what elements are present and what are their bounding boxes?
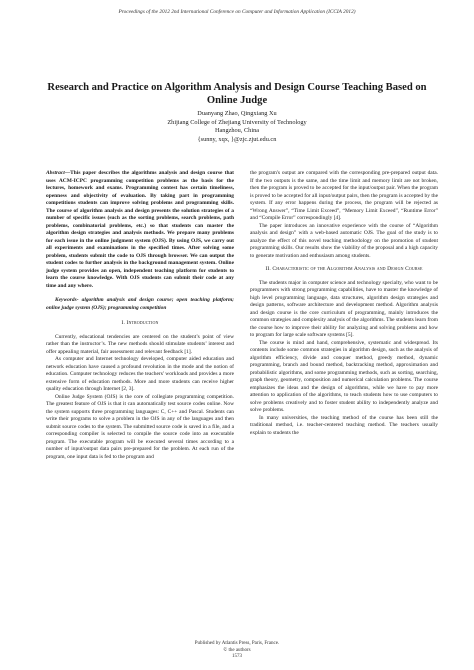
paragraph: The paper introduces an innovative experience with the course of “Algorithm analysis and design” with a web-based automatic OJS. The goal of the study is to analyze the effect of this novel teaching methodology on the promotion of student programming skills. Our results show the viability of the proposal and a high capacity to generate motivation and enthusiasm among students. [250, 222, 438, 259]
left-column [46, 170, 234, 461]
keywords [46, 297, 234, 312]
paragraph: The course is mind and hand, comprehensive, systematic and widespread. Its contents include some common strategies in algorithm design, such as the analysis of algorithm efficiency, divide and conquer method, greedy method, dynamic programming, branch and bound method, backtracking method, approximation and probabilistic algorithms, and some programming methods, such as sorting, searching, graph theory, geometry, composition and numerical calculation problems. The course emphasizes the ideas and the design of algorithms, while we have to pay more attention to application of the algorithms, to teach students how to use computers to solve problems creatively and to foster student ability to independently analyze and solve problems. [250, 339, 438, 413]
paragraph: Online Judge System (OJS) is the core of collegiate programming competition. The greatest feature of OJS is that it can automatically test source codes online. Now the system supports three programming languages: C, C++ and Pascal. Students can write their programs to solve a problem in the OJS in any of the languages and then submit source codes to the system. The submitted source code is saved in a file, and a corresponding compiler is selected to compile the source code into an executable program. The executable program will be executed several times according to a number of input/output data pairs pre-prepared for the problem. At each run of the program, one input data is fed to the program and [46, 393, 234, 460]
author-email: {sunny, xqx, }@zjc.zjut.edu.cn [197, 135, 277, 143]
publisher-line: Published by Atlantis Press, Paris, France. [194, 641, 280, 646]
proceedings-header: Proceedings of the 2012 2nd International Conference on Computer and Information Application (ICCIA 2012) [118, 9, 356, 15]
right-column [250, 170, 438, 437]
page-number: 1573 [232, 654, 242, 659]
paragraph: The students major in computer science and technology specialty, who want to be programmers with strong programming capabilities, have to master the knowledge of high level programming language, data structures, algorithm design strategies and design patterns, software architecture and development method. Algorithm analysis and design course is the core curriculum of programming, mainly introduces the common strategies and complexity analysis of the algorithms. The students learn from the course how to improve their ability for analyzing and solving problems and how to program for large scale software systems [5]. [250, 279, 438, 338]
abstract [46, 170, 234, 290]
section-heading-characteristic: II. Characteristic of the Algorithm Analysis and Design Course [265, 266, 423, 272]
author-block [0, 110, 474, 144]
keywords-text: algorithm analysis and design course; open teaching platform; online judge system (OJS); programming competition [46, 297, 234, 311]
page-footer [0, 641, 474, 661]
paragraph: the program's output are compared with the corresponding pre-prepared output data. If the two outputs is the same, and the time limit and memory limit are not broken, then the program is proved to be accepted for the input/output pair. When the program is proved to be accepted for all input/output pairs, then the program is accepted by the system. If any error happens during the process, the program will be rejected as “Wrong Answer”, “Time Limit Exceed”, “Memory Limit Exceed”, “Runtime Error” and “Compile Error” correspondingly [4]. [250, 170, 438, 221]
paragraph: As computer and Internet technology developed, computer aided education and network education have caused a profound revolution in the mode and the notion of education. Computer technology reduces the teachers' workloads and provides a more extensive form of education methods. More and more students can receive higher quality education through Internet [2, 3]. [46, 356, 234, 392]
abstract-text: —This paper describes the algorithms analysis and design course that uses ACM-ICPC programming competition problems as the basis for the lectures, homework and exams. Programming contest has certain timeliness, openness and objectivity of evaluation. By taking part in programming competitions students can improve solving problems and programming skills. The course of algorithm analysis and design presents the solution strategies of a number of specific issues (such as the sorting problems, search problems, path problems, combinatorial problems, etc.) so that students can master the algorithm design strategies and analysis methods. We prepare many problems for each issue in the online judgment system (OJS). By using OJS, we carry out all experiments and examinations in the specified times. After solving some problem, students submit the code to OJS through browser. We can output the student codes to further analysis in the background management system. Online judge system provides an open, independent teaching platform for students to learn the course knowledge. With OJS students can submit their code at any time and any where. [46, 170, 234, 289]
author-names: Duanyang Zhao, Qingxiang Xu [197, 110, 277, 117]
author-affiliation: Zhijiang College of Zhejiang University of Technology [167, 118, 307, 126]
paragraph: Currently, educational tendencies are centered on the student’s point of view rather than the instructor’s. The new methods should stimulate students’ interest and offer appealing material, fair assessment and relevant feedback [1]. [46, 333, 234, 355]
author-city: Hangzhou, China [214, 127, 260, 135]
abstract-label: Abstract [46, 170, 65, 176]
keywords-label: Keywords- [55, 297, 79, 303]
paper-title: Research and Practice on Algorithm Analysis and Design Course Teaching Based on Online Judge [47, 82, 427, 106]
paragraph: In many universities, the teaching method of the course has been still the traditional method, i.e. teacher-centered teaching method. The teachers usually explain to students the [250, 414, 438, 436]
copyright-line: © the authors [223, 647, 251, 653]
section-heading-introduction: I. Introduction [121, 320, 159, 326]
